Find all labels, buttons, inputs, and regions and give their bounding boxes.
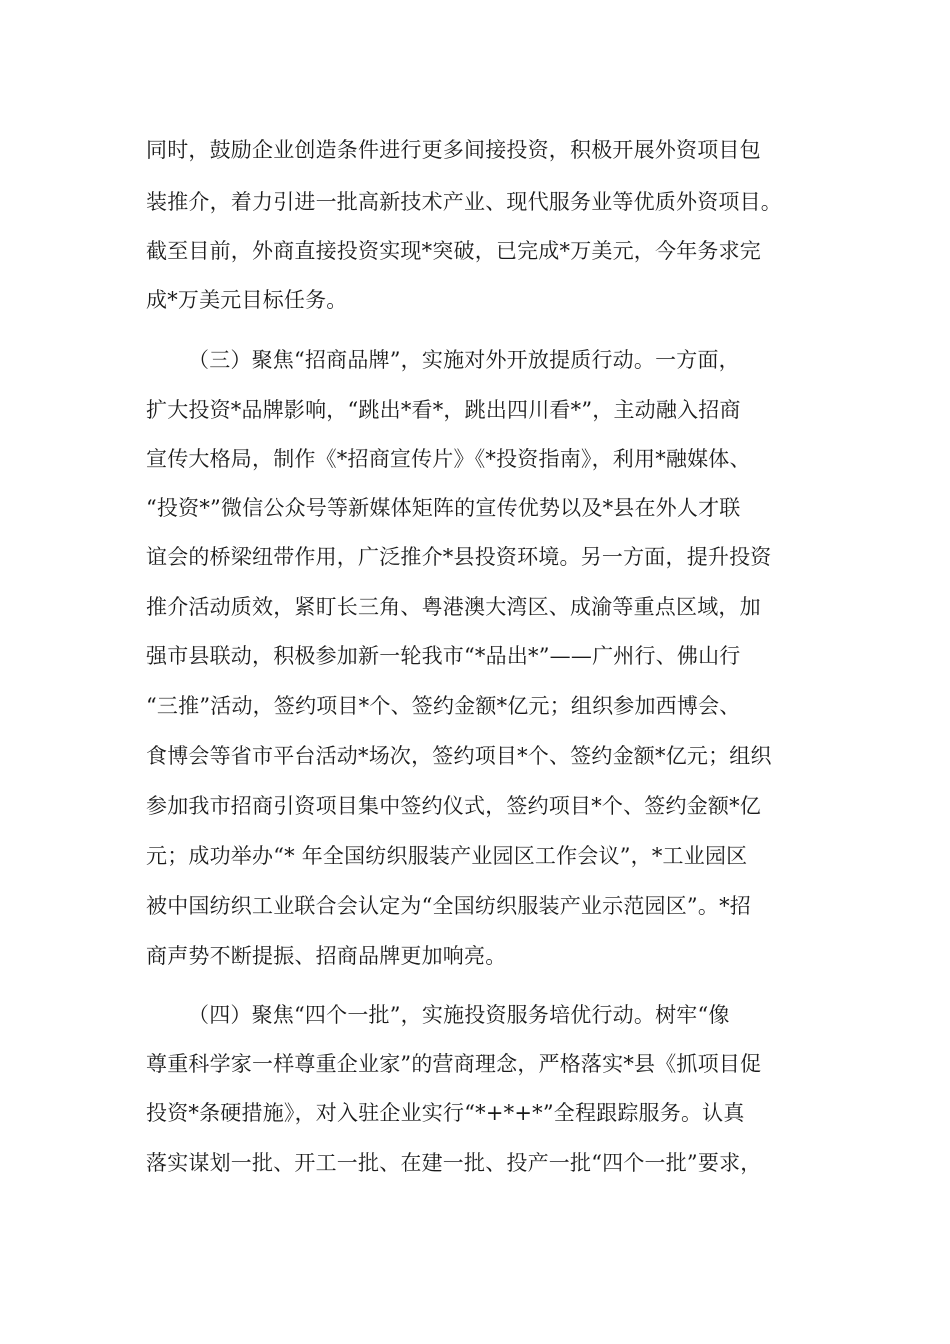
text-line: 落实谋划一批、开工一批、在建一批、投产一批“四个一批”要求，	[146, 1151, 762, 1175]
text-line: 商声势不断提振、招商品牌更加响亮。	[146, 944, 507, 968]
text-line: 强市县联动，积极参加新一轮我市“*品出*”——广州行、佛山行	[146, 644, 741, 668]
text-line: 成*万美元目标任务。	[146, 288, 348, 312]
text-line: 元；成功举办“* 年全国纺织服装产业园区工作会议”，*工业园区	[146, 844, 748, 868]
text-line: 谊会的桥梁纽带作用，广泛推介*县投资环境。另一方面，提升投资	[146, 545, 772, 569]
text-line: “投资*”微信公众号等新媒体矩阵的宣传优势以及*县在外人才联	[146, 496, 741, 520]
text-line: 推介活动质效，紧盯长三角、粤港澳大湾区、成渝等重点区域，加	[146, 595, 761, 619]
text-line: 参加我市招商引资项目集中签约仪式，签约项目*个、签约金额*亿	[146, 794, 761, 818]
text-line: 截至目前，外商直接投资实现*突破，已完成*万美元，今年务求完	[146, 239, 761, 263]
text-line: 被中国纺织工业联合会认定为“全国纺织服装产业示范园区”。*招	[146, 894, 751, 918]
text-line: （四）聚焦“四个一批”，实施投资服务培优行动。树牢“像	[188, 1003, 730, 1027]
text-line: 扩大投资*品牌影响，“跳出*看*，跳出四川看*”，主动融入招商	[146, 398, 741, 422]
text-line: “三推”活动，签约项目*个、签约金额*亿元；组织参加西博会、	[146, 694, 741, 718]
text-line: 尊重科学家一样尊重企业家”的营商理念，严格落实*县《抓项目促	[146, 1052, 762, 1076]
text-line: （三）聚焦“招商品牌”，实施对外开放提质行动。一方面，	[188, 348, 740, 372]
text-line: 装推介，着力引进一批高新技术产业、现代服务业等优质外资项目。	[146, 190, 782, 214]
text-line: 同时，鼓励企业创造条件进行更多间接投资，积极开展外资项目包	[146, 138, 761, 162]
text-line: 投资*条硬措施》，对入驻企业实行“*+*+*”全程跟踪服务。认真	[146, 1101, 745, 1125]
text-line: 食博会等省市平台活动*场次，签约项目*个、签约金额*亿元；组织	[146, 744, 772, 768]
text-line: 宣传大格局，制作《*招商宣传片》《*投资指南》，利用*融媒体、	[146, 447, 751, 471]
